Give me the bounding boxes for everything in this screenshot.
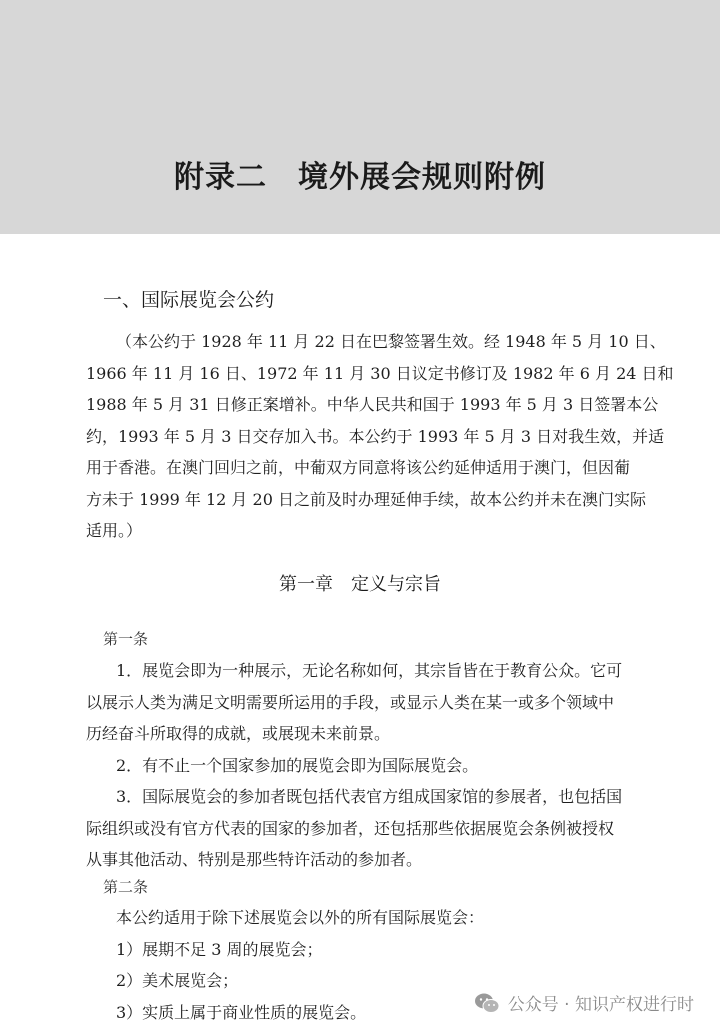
article2-line: 3）实质上属于商业性质的展览会。 bbox=[116, 1002, 367, 1022]
wechat-icon bbox=[474, 992, 500, 1014]
article1-line: 从事其他活动、特别是那些特许活动的参加者。 bbox=[86, 850, 423, 869]
watermark-text: 公众号 · 知识产权进行时 bbox=[507, 995, 694, 1015]
intro-line: 1988 年 5 月 31 日修正案增补。中华人民共和国于 1993 年 5 月 3 日签署本公 bbox=[86, 395, 659, 414]
article1-line: 历经奋斗所取得的成就，或展现未来前景。 bbox=[86, 724, 391, 743]
article-label: 第二条 bbox=[103, 878, 149, 896]
article1-line: 2．有不止一个国家参加的展览会即为国际展览会。 bbox=[116, 755, 479, 775]
article2-line: 1）展期不足 3 周的展览会； bbox=[116, 939, 323, 959]
article2-line: 本公约适用于除下述展览会以外的所有国际展览会： bbox=[116, 908, 485, 927]
chapter-heading: 第一章 定义与宗旨 bbox=[279, 574, 441, 595]
intro-paragraph bbox=[86, 326, 674, 547]
article1-line: 际组织或没有官方代表的国家的参加者，还包括那些依据展览会条例被授权 bbox=[86, 818, 615, 838]
article1-line: 1．展览会即为一种展示，无论名称如何，其宗旨皆在于教育公众。它可 bbox=[116, 661, 623, 680]
article-label: 第一条 bbox=[103, 630, 149, 648]
page-title: 附录二 境外展会规则附例 bbox=[174, 160, 546, 195]
intro-line: 1966 年 11 月 16 日、1972 年 11 月 30 日议定书修订及 1982 年 6 月 24 日和 bbox=[86, 363, 674, 383]
intro-line: 方未于 1999 年 12 月 20 日之前及时办理延伸手续，故本公约并未在澳门实际 bbox=[86, 489, 646, 509]
watermark bbox=[468, 988, 700, 1017]
article1-line: 3．国际展览会的参加者既包括代表官方组成国家馆的参展者，也包括国 bbox=[116, 787, 623, 806]
intro-line: 用于香港。在澳门回归之前，中葡双方同意将该公约延伸适用于澳门，但因葡 bbox=[86, 458, 631, 477]
article2-line: 2）美术展览会； bbox=[116, 971, 239, 990]
intro-line: 适用。） bbox=[86, 521, 143, 540]
article1-line: 以展示人类为满足文明需要所运用的手段，或显示人类在某一或多个领域中 bbox=[86, 692, 615, 712]
intro-line: 约，1993 年 5 月 3 日交存加入书。本公约于 1993 年 5 月 3 日对我生效，并适 bbox=[86, 426, 665, 446]
section-heading: 一、国际展览会公约 bbox=[103, 289, 275, 311]
article1-body bbox=[86, 655, 668, 876]
header-band bbox=[0, 0, 720, 234]
intro-line: （本公约于 1928 年 11 月 22 日在巴黎签署生效。经 1948 年 5 月 10 日、 bbox=[116, 332, 666, 351]
